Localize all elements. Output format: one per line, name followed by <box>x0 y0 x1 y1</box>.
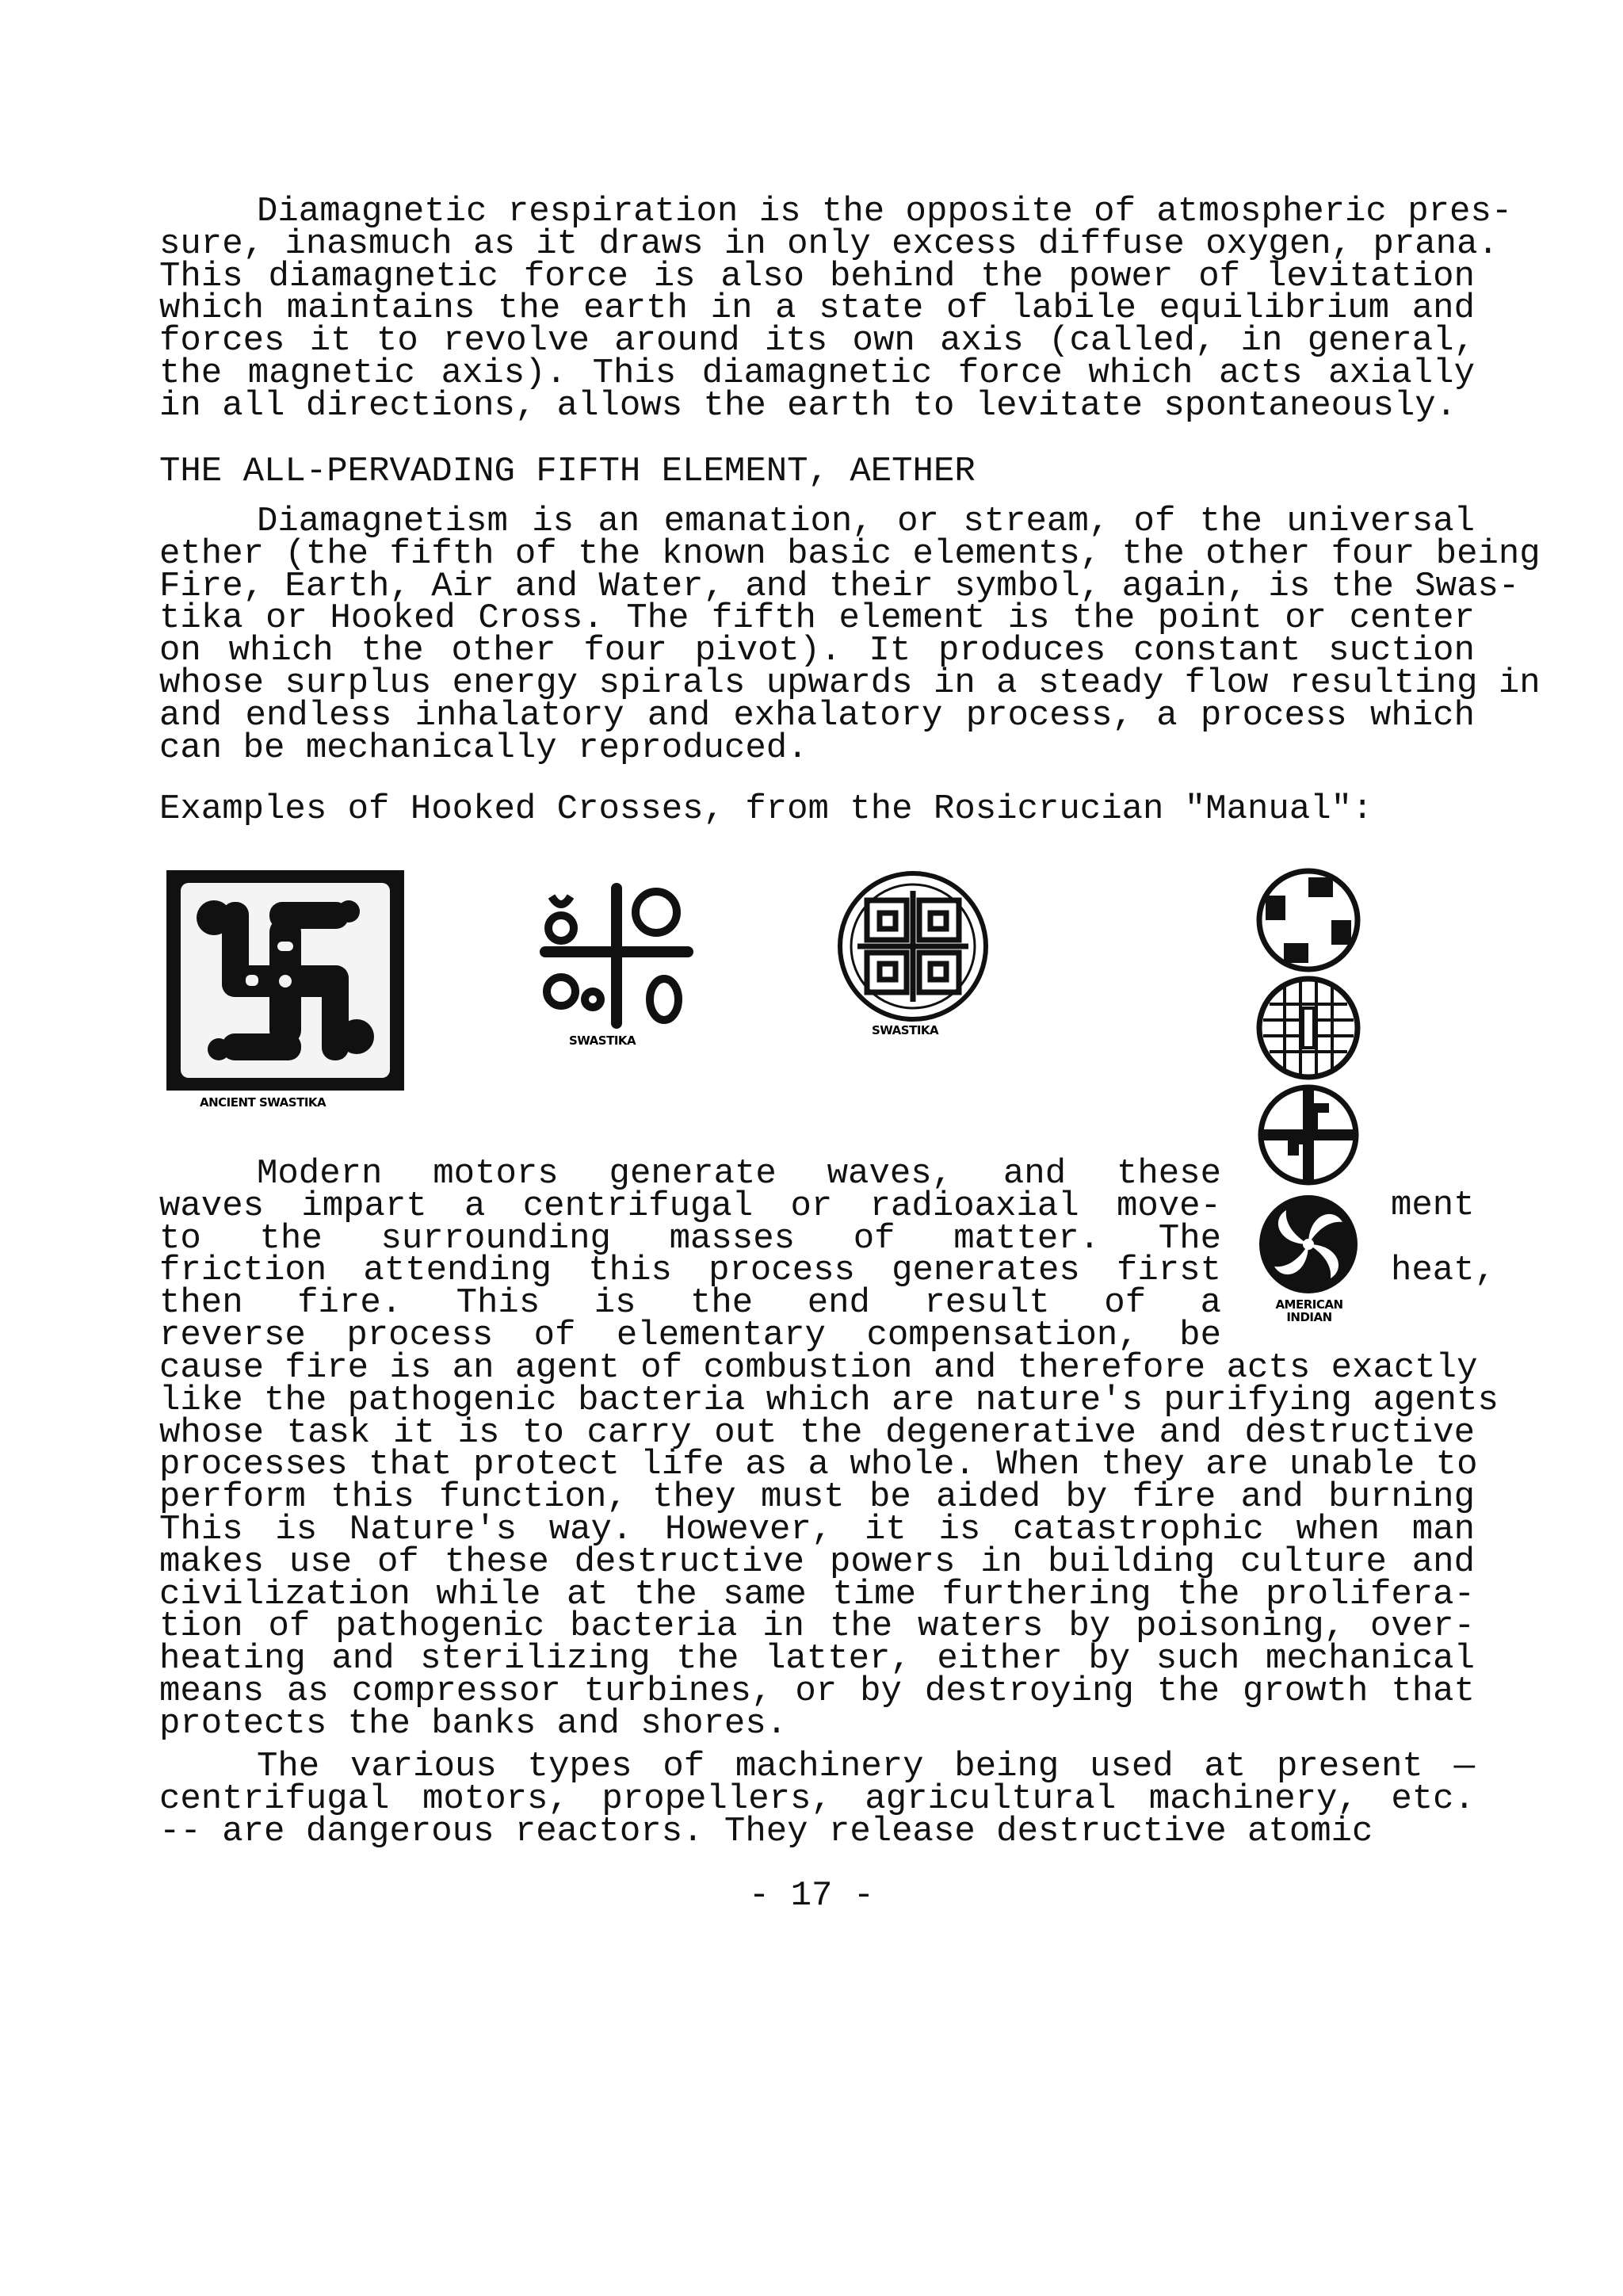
text-line: like the pathogenic bacteria which are nature's purifying agents <box>159 1380 1499 1420</box>
caption-swastika: SWASTIKA <box>872 1023 939 1037</box>
text-line: to the surrounding masses of matter. The <box>159 1218 1221 1259</box>
american-indian-swastika-icon <box>1254 865 1363 1317</box>
text-line: centrifugal motors, propellers, agricultural machinery, etc. <box>159 1778 1475 1819</box>
wrapped-text-column <box>159 1154 1221 1355</box>
text-line: sure, inasmuch as it draws in only excess diffuse oxygen, prana. <box>159 223 1499 264</box>
examples-intro: Examples of Hooked Crosses, from the Rosicrucian "Manual": <box>159 789 1373 829</box>
text-line: The various types of machinery being used at present — <box>257 1747 1475 1786</box>
text-line: Fire, Earth, Air and Water, and their symbol, again, is the Swas- <box>159 566 1520 606</box>
text-line: on which the other four pivot). It produces constant suction <box>159 631 1475 671</box>
text-line: whose task it is to carry out the degenerative and destructive <box>159 1412 1475 1453</box>
text-line: means as compressor turbines, or by destroying the growth that <box>159 1671 1475 1711</box>
text-line: then fire. This is the end result of a <box>159 1283 1221 1324</box>
text-line: Diamagnetism is an emanation, or stream, of the universal <box>257 502 1475 541</box>
section-heading: THE ALL-PERVADING FIFTH ELEMENT, AETHER <box>159 452 976 491</box>
text-line: This is Nature's way. However, it is catastrophic when man <box>159 1509 1475 1549</box>
text-line: in all directions, allows the earth to levitate spontaneously. <box>159 385 1457 426</box>
text-line-right-fragment: heat, <box>1391 1251 1496 1290</box>
alchemical-swastika-icon <box>537 881 696 1031</box>
text-line: forces it to revolve around its own axis (called, in general, <box>159 321 1475 361</box>
text-line: perform this function, they must be aided by fire and burning <box>159 1477 1475 1518</box>
caption-american-indian <box>1262 1298 1357 1324</box>
caption-line: INDIAN <box>1286 1310 1332 1324</box>
text-line: and endless inhalatory and exhalatory process, a process which <box>159 695 1475 735</box>
text-line: This diamagnetic force is also behind the power of levitation <box>159 256 1475 296</box>
ancient-swastika-icon <box>166 870 404 1091</box>
text-line: ether (the fifth of the known basic elements, the other four being <box>159 533 1541 574</box>
text-line: -- are dangerous reactors. They release destructive atomic <box>159 1811 1373 1851</box>
paragraph-machinery <box>159 1747 1475 1851</box>
text-line: tion of pathogenic bacteria in the waters by poisoning, over- <box>159 1606 1475 1647</box>
text-line: civilization while at the same time furthering the prolifera- <box>159 1574 1475 1614</box>
paragraph-diamagnetism <box>159 502 1541 768</box>
page-number: - 17 - <box>748 1876 875 1916</box>
text-line: cause fire is an agent of combustion and therefore acts exactly <box>159 1348 1478 1388</box>
circular-swastika-icon <box>834 867 992 1026</box>
text-line: Modern motors generate waves, and these <box>257 1154 1221 1194</box>
text-line: the magnetic axis). This diamagnetic force which acts axially <box>159 353 1475 393</box>
caption-ancient-swastika: ANCIENT SWASTIKA <box>200 1095 327 1110</box>
caption-line: AMERICAN <box>1275 1297 1343 1312</box>
text-line: can be mechanically reproduced. <box>159 728 808 768</box>
text-line: waves impart a centrifugal or radioaxial move- <box>159 1186 1221 1226</box>
text-line: whose surplus energy spirals upwards in a steady flow resulting in <box>159 663 1541 703</box>
text-line: protects the banks and shores. <box>159 1703 788 1744</box>
text-line: tika or Hooked Cross. The fifth element is the point or center <box>159 598 1475 639</box>
text-line: which maintains the earth in a state of labile equilibrium and <box>159 288 1475 329</box>
text-line: heating and sterilizing the latter, either by such mechanical <box>159 1639 1475 1679</box>
paragraph-diamagnetic-respiration <box>159 192 1513 426</box>
text-line: friction attending this process generates first <box>159 1251 1221 1291</box>
caption-swastika: SWASTIKA <box>569 1033 636 1048</box>
text-line-right-fragment: ment <box>1391 1186 1475 1225</box>
text-line: reverse process of elementary compensation, be <box>159 1315 1221 1355</box>
text-line: makes use of these destructive powers in building culture and <box>159 1541 1475 1582</box>
paragraph-modern-motors <box>159 1348 1499 1744</box>
text-line: processes that protect life as a whole. When they are unable to <box>159 1445 1478 1485</box>
text-line: Diamagnetic respiration is the opposite of atmospheric pres- <box>257 192 1513 231</box>
